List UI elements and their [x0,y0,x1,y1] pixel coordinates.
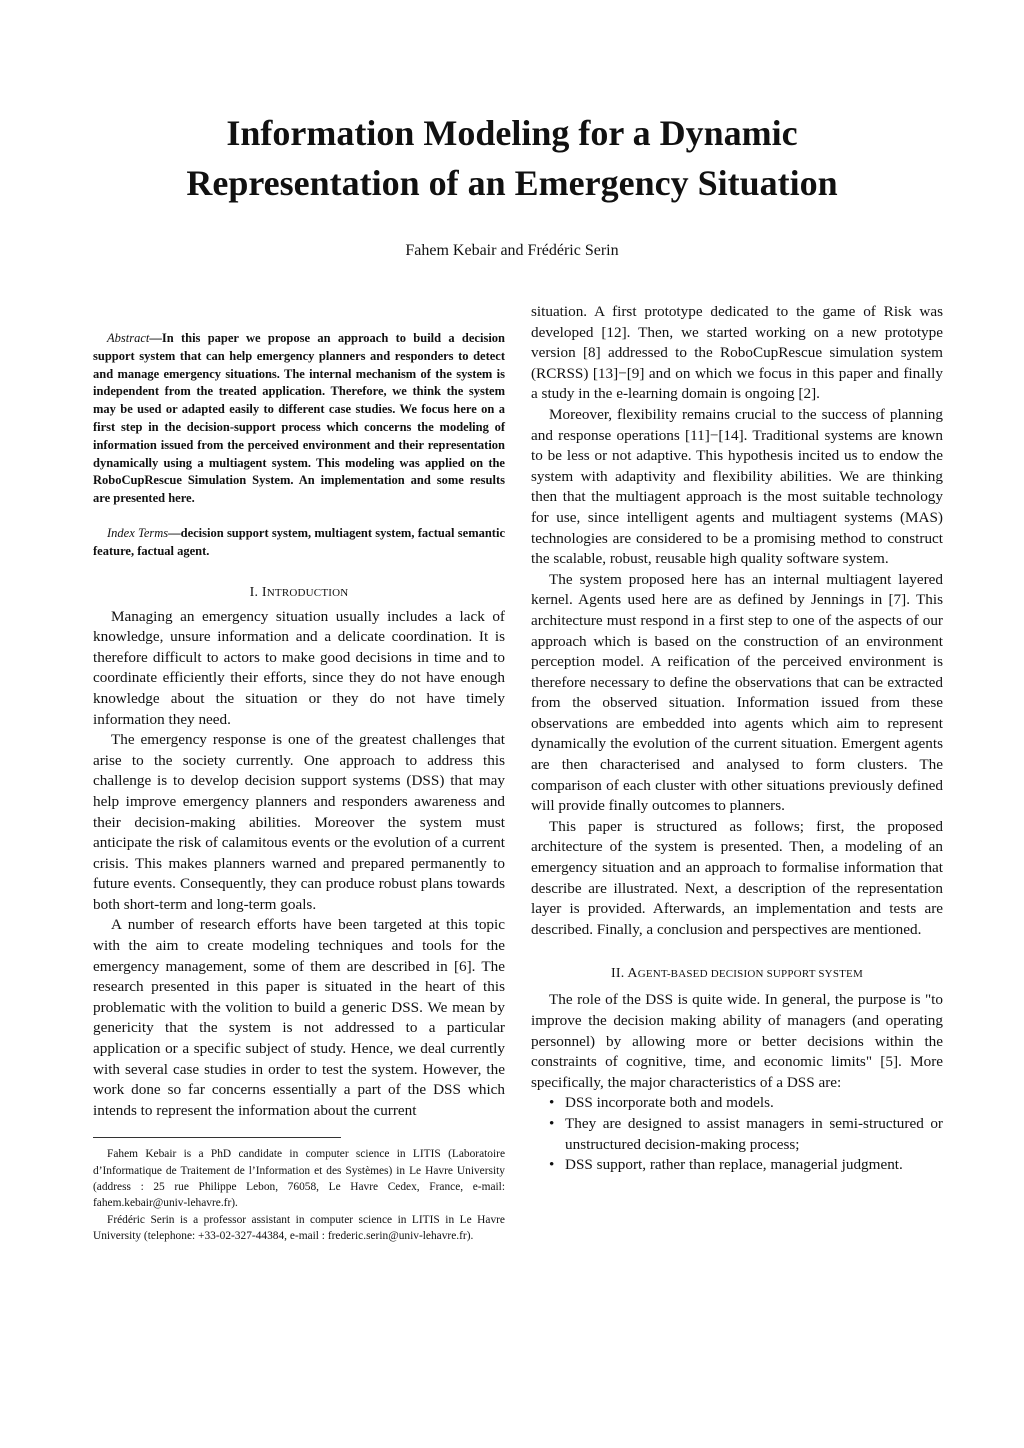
list-item: • DSS incorporate both and models. [531,1093,943,1114]
intro-paragraph-2: The emergency response is one of the greatest challenges that arise to the society currently. One approach to address this challenge is to develop decision support systems (DSS) that may help improve emergency planners and responders awareness and their decision-making abilities. Moreover the system must anticipate the risk of calamitous events or the evolution of a current crisis. This makes planners warned and prepared permanently to future events. Consequently, they can produce robust plans towards both short-term and long-term goals. [93,731,505,913]
index-terms-text: —decision support system, multiagent system, factual semantic feature, factual agent. [93,525,505,558]
dss-characteristics-list [531,1093,943,1175]
intro-paragraph-continued: situation. A first prototype dedicated to the game of Risk was developed [12]. Then, we started working on a new prototype version [8] addressed to the RoboCupRescue simulation system (RCRSS) [13]−[9] and on which we focus in this paper and finally a study in the e-learning domain is ongoing [2]. [531,303,943,403]
bullet-icon: • [549,1156,555,1174]
intro-paragraph-4: Moreover, flexibility remains crucial to the success of planning and response operations [11]−[14]. Traditional systems are known to be less or not adaptive. This hypothesis incited us to endow the system with adaptivity and flexibility abilities. We are thinking then that the multiagent approach is the most suitable technology for use, since intelligent agents and multiagent systems (MAS) technologies are considered to be a promising method to construct the scalable, robust, reusable high quality software system. [531,405,943,568]
section-heading-introduction: I. INTRODUCTION [249,584,349,600]
section2-paragraph: The role of the DSS is quite wide. In general, the purpose is "to improve the decision making ability of managers (and operating personnel) by allowing more or better decisions within the constraints of cognitive, time, and economic limits" [5]. More specifically, the major characteristics of a DSS are: [531,991,943,1091]
intro-paragraph-6: This paper is structured as follows; first, the proposed architecture of the system is presented. Then, a modeling of an emergency situation and an approach to formalise information that describe are illustrated. Next, a description of the representation layer is provided. Afterwards, an implementation and tests are described. Finally, a conclusion and perspectives are mentioned. [531,817,943,938]
intro-paragraph-1: Managing an emergency situation usually includes a lack of knowledge, unsure information and a delicate coordination. It is therefore difficult to actors to make good decisions in time and to coordinate efficiently their efforts, since they do not have enough knowledge about the situation or they do not have timely information they need. [93,607,505,728]
paper-title [80,108,944,208]
author-line: Fahem Kebair and Frédéric Serin [405,242,619,259]
abstract [93,330,505,508]
list-item: • They are designed to assist managers in semi-structured or unstructured decision-making process; [549,1114,943,1153]
index-terms-label: Index Terms [107,525,169,540]
bullet-icon: • [549,1114,555,1132]
title-line-2: Representation of an Emergency Situation [186,163,838,203]
intro-paragraph-3: A number of research efforts have been targeted at this topic with the aim to create modeling techniques and tools for the emergency management, some of them are described in [6]. The research presented in this paper is situated in the heart of this problematic with the volition to build a generic DSS. We mean by genericity that the system is not addressed to a particular application or a specific subject of study. Hence, we deal currently with several case studies in order to test the system. However, the work done so far concerns essentially a part of the DSS which intends to represent the information about the current [93,916,505,1119]
abstract-label: Abstract [107,331,150,345]
right-column [531,302,943,1176]
bullet-icon: • [549,1094,555,1112]
list-item: • DSS support, rather than replace, managerial judgment. [531,1155,943,1176]
left-column [93,330,505,1244]
footnote-2: Frédéric Serin is a professor assistant in computer science in LITIS in Le Havre University (telephone: +33-02-327-44384, e-mail : frederic.serin@univ-lehavre.fr). [93,1213,505,1242]
intro-paragraph-5: The system proposed here has an internal multiagent layered kernel. Agents used here are as defined by Jennings in [7]. This architecture must respond in a first step to one of the aspects of our approach which is based on the construction of an environment perception model. A reification of the perceived environment is therefore necessary to define the observations that can be extracted from the observed situation. Information issued from these observations are embedded into agents which aim to represent dynamically the evolution of the current situation. Emergent agents are then characterised and analysed to form clusters. The comparison of each cluster with other situations previously defined will provide finally outcomes to planners. [531,570,943,815]
footnote-divider [93,1137,341,1138]
section-heading-agent-based-dss: II. AGENT-BASED DECISION SUPPORT SYSTEM [611,966,863,982]
title-line-1: Information Modeling for a Dynamic [226,113,798,153]
footnote-1: Fahem Kebair is a PhD candidate in computer science in LITIS (Laboratoire d’Informatique de Traitement de l’Information et des Systèmes) in Le Havre University (address : 25 rue Philippe Lebon, 76058, Le Havre Cedex, France, e-mail: fahem.kebair@univ-lehavre.fr). [93,1148,505,1210]
index-terms [93,525,505,561]
abstract-text: —In this paper we propose an approach to build a decision support system that can help emergency planners and responders to detect and manage emergency situations. The internal mechanism of the system is independent from the treated application. Therefore, we think the system may be used or adapted easily to different case studies. We focus here on a first step in the decision-support process which concerns the modeling of information issued from the perceived environment and their representation dynamically using a multiagent system. This modeling was applied on the RoboCupRescue Simulation System. An implementation and some results are presented here. [93,331,505,506]
